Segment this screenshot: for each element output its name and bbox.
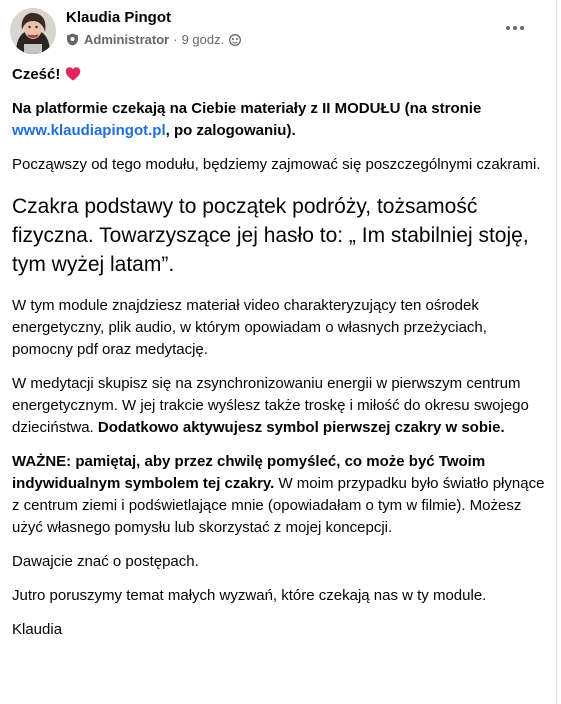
greeting <box>12 64 548 86</box>
paragraph-important-bold: WAŻNE: pamiętaj, aby przez chwilę pomyśleć, co może być Twoim indywidualnym symbolem tej czakry. <box>12 453 486 492</box>
highlight-text: Czakra podstawy to początek podróży, tożsamość fizyczna. Towarzyszące jej hasło to: „ Im stabilniej stoję, tym wyżej latam”. <box>12 195 529 276</box>
paragraph-chakras-intro: Począwszy od tego modułu, będziemy zajmować się poszczególnymi czakrami. <box>12 156 541 173</box>
post-meta <box>66 32 241 47</box>
author-name[interactable]: Klaudia Pingot <box>66 9 171 26</box>
paragraph-important-text: W moim przypadku było światło płynące z centrum ziemi i podświetlające mnie (opowiadałam o tym w filmie). Możesz użyć własnego pomysłu lub skorzystać z mojej koncepcji. <box>12 475 545 536</box>
paragraph-modules-start: Na platformie czekają na Ciebie materiały z II MODUŁU (na stronie <box>12 100 482 117</box>
paragraph-meditation-text: W medytacji skupisz się na zsynchronizowaniu energii w pierwszym centrum energetycznym. W jej trakcie wyślesz także troskę i miłość do okresu swojego dzieciństwa. <box>12 375 529 436</box>
group-audience-icon[interactable] <box>229 34 241 46</box>
post-header <box>10 8 547 54</box>
paragraph-progress: Dawajcie znać o postępach. <box>12 553 199 570</box>
signature: Klaudia <box>12 621 63 638</box>
paragraph-modules-end: , po zalogowaniu). <box>165 122 296 139</box>
paragraph-modules <box>12 98 548 142</box>
paragraph-important <box>12 451 548 539</box>
admin-shield-icon <box>66 33 79 46</box>
paragraph-tomorrow: Jutro poruszymy temat małych wyzwań, które czekają nas w ty module. <box>12 587 487 604</box>
meta-separator: · <box>173 32 178 47</box>
paragraph-module-contents: W tym module znajdziesz materiał video charakteryzujący ten ośrodek energetyczny, plik audio, w którym opowiadam o własnych przeżyciach, pomocny pdf oraz medytację. <box>12 297 487 358</box>
right-border <box>556 0 557 704</box>
avatar[interactable] <box>10 8 56 54</box>
paragraph-meditation-bold: Dodatkowo aktywujesz symbol pierwszej czakry w sobie. <box>97 419 505 436</box>
more-options-icon[interactable] <box>497 14 533 42</box>
greeting-text: Cześć! <box>12 66 61 83</box>
post-time[interactable]: 9 godz. <box>181 32 225 47</box>
author-role: Administrator <box>84 32 170 47</box>
post-body <box>12 64 548 653</box>
red-heart-icon <box>65 66 81 82</box>
paragraph-meditation <box>12 373 548 439</box>
website-link[interactable]: www.klaudiapingot.pl <box>12 122 166 139</box>
